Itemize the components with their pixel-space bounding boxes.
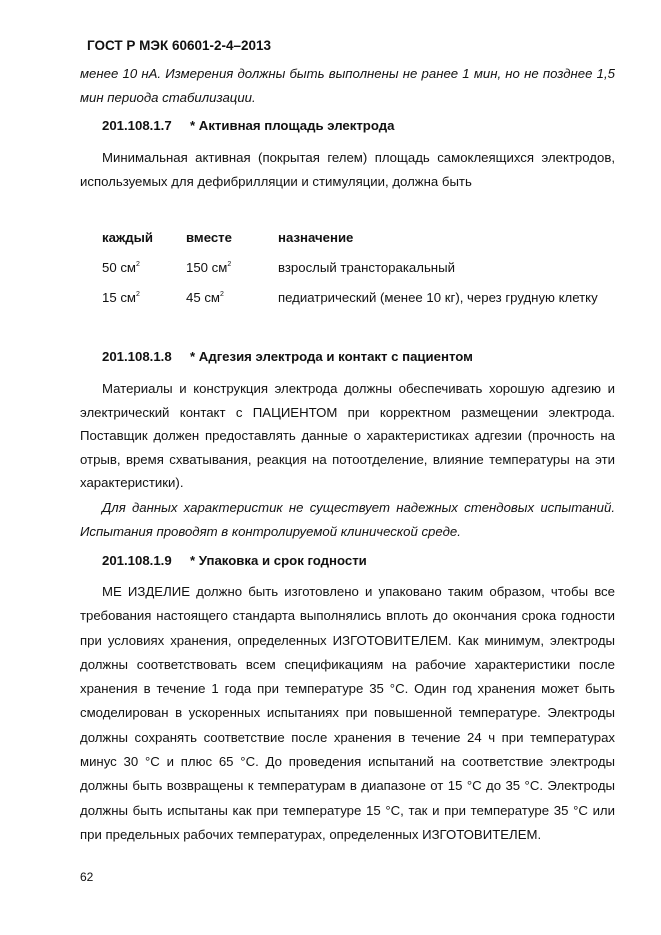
- column-header-each: каждый: [102, 230, 154, 245]
- active-area-paragraph: Минимальная активная (покрытая гелем) площадь самоклеящихся электродов, используемых для дефибрилляции и стимуляции, должна быть: [80, 150, 615, 189]
- column-header-together: вместе: [186, 230, 232, 245]
- cell-purpose: взрослый трансторакальный: [278, 260, 455, 275]
- document-header: ГОСТ Р МЭК 60601-2-4–2013: [87, 38, 272, 53]
- adhesion-paragraph: Материалы и конструкция электрода должны обеспечивать хорошую адгезию и электрический контакт с ПАЦИЕНТОМ при корректном размещении электрода. Поставщик должен предоставлять данные о характеристиках адгезии (прочность на отрыв, время схватывания, реакция на потоотделение, влияние температуры на эти характеристики).: [80, 381, 615, 490]
- cell-each: 15 $см^2$: [102, 290, 140, 305]
- packaging-paragraph: МЕ ИЗДЕЛИЕ должно быть изготовлено и упаковано таким образом, чтобы все требования настоящего стандарта выполнялись вплоть до окончания срока годности при условиях хранения, определенных ИЗГОТОВИТЕЛЕМ. Как минимум, электроды должны соответствовать всем спецификациям на рабочие характеристики после хранения в течение 1 года при температуре 35 °С. Один год хранения может быть смоделирован в ускоренных испытаниях при повышенной температуре. Электроды должны сохранять соответствие после хранения в течение 24 ч при температурах минус 30 °С и плюс 65 °С. До проведения испытаний на соответствие электроды должны быть возвращены к температурам в диапазоне от 15 °С до 35 °С. Электроды должны быть испытаны как при температуре 15 °С, так и при температуре 35 °С или при предельных рабочих температурах, определенных ИЗГОТОВИТЕЛЕМ.: [80, 584, 615, 842]
- section-heading-active-area: [102, 118, 394, 133]
- page-number: 62: [80, 870, 94, 884]
- section-number: 201.108.1.7: [102, 118, 172, 133]
- section-title: * Адгезия электрода и контакт с пациентом: [190, 349, 473, 364]
- section-heading-packaging: [102, 553, 367, 568]
- section-number: 201.108.1.9: [102, 553, 172, 568]
- cell-purpose: педиатрический (менее 10 кг), через грудную клетку: [278, 290, 598, 305]
- electrode-area-table: [102, 230, 622, 310]
- column-header-purpose: назначение: [278, 230, 354, 245]
- cell-each: 50 $см^2$: [102, 260, 140, 275]
- section-heading-adhesion: [102, 349, 473, 364]
- intro-italic-paragraph: менее 10 нА. Измерения должны быть выполнены не ранее 1 мин, но не позднее 1,5 мин периода стабилизации.: [80, 66, 615, 105]
- cell-together: 45 $см^2$: [186, 290, 224, 305]
- adhesion-note-italic: Для данных характеристик не существует надежных стендовых испытаний. Испытания проводят в контролируемой клинической среде.: [80, 500, 615, 539]
- section-number: 201.108.1.8: [102, 349, 172, 364]
- section-title: * Упаковка и срок годности: [190, 553, 367, 568]
- cell-together: 150 $см^2$: [186, 260, 232, 275]
- section-title: * Активная площадь электрода: [190, 118, 395, 133]
